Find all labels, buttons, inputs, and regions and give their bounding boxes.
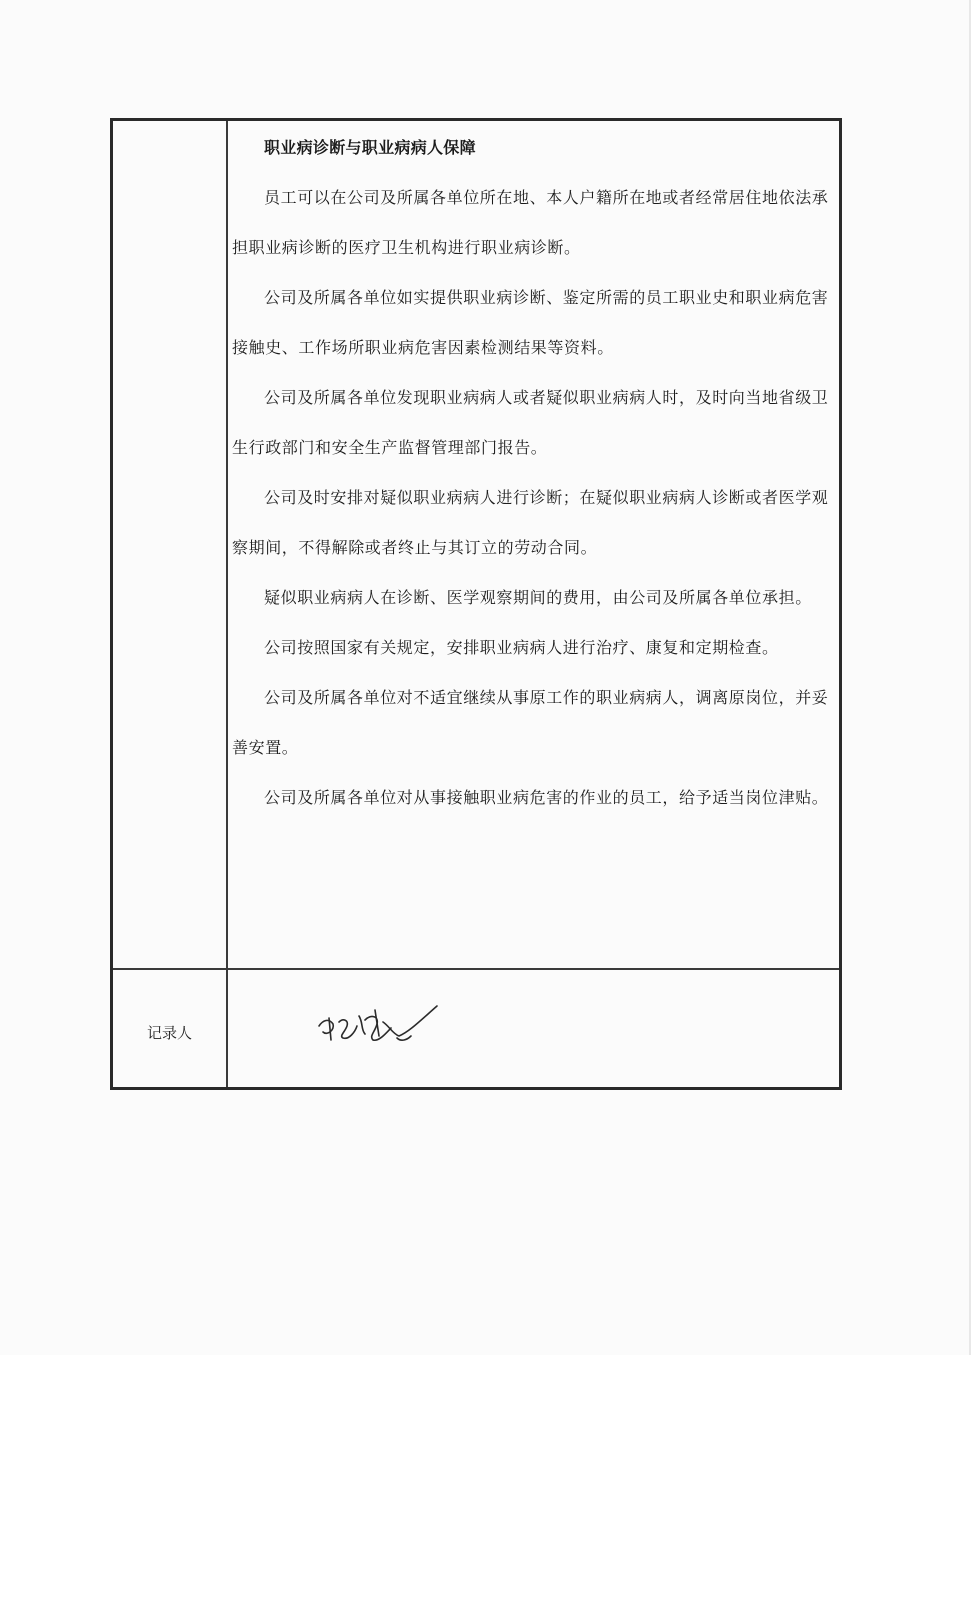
paragraph: 公司及时安排对疑似职业病病人进行诊断；在疑似职业病病人诊断或者医学观察期间，不得解除或者终止与其订立的劳动合同。 <box>232 488 829 557</box>
paragraph: 员工可以在公司及所属各单位所在地、本人户籍所在地或者经常居住地依法承担职业病诊断的医疗卫生机构进行职业病诊断。 <box>232 188 829 257</box>
content-cell <box>232 123 838 823</box>
paragraph: 疑似职业病病人在诊断、医学观察期间的费用，由公司及所属各单位承担。 <box>264 588 812 607</box>
paragraph: 公司及所属各单位对从事接触职业病危害的作业的员工，给予适当岗位津贴。 <box>264 788 829 807</box>
section-title: 职业病诊断与职业病病人保障 <box>264 138 476 157</box>
paragraph: 公司及所属各单位对不适宜继续从事原工作的职业病病人，调离原岗位，并妥善安置。 <box>232 688 829 757</box>
paragraph: 公司及所属各单位发现职业病病人或者疑似职业病病人时，及时向当地省级卫生行政部门和安全生产监督管理部门报告。 <box>232 388 829 457</box>
signature-icon <box>313 996 443 1056</box>
paragraph: 公司及所属各单位如实提供职业病诊断、鉴定所需的员工职业史和职业病危害接触史、工作场所职业病危害因素检测结果等资料。 <box>232 288 829 357</box>
table-vertical-divider <box>226 121 228 1087</box>
record-table <box>110 118 842 1090</box>
recorder-label: 记录人 <box>146 1024 192 1042</box>
paragraph: 公司按照国家有关规定，安排职业病病人进行治疗、康复和定期检查。 <box>264 638 779 657</box>
